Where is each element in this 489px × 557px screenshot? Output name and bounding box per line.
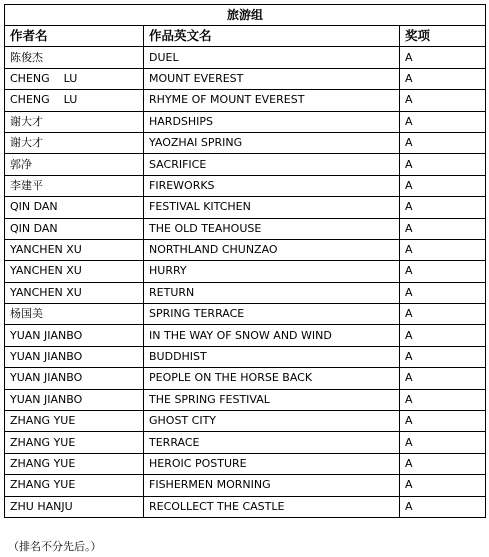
- cell-award: A: [400, 411, 486, 432]
- table-row: [5, 325, 486, 346]
- cell-work-title: IN THE WAY OF SNOW AND WIND: [144, 325, 400, 346]
- table-row: [5, 432, 486, 453]
- table-row: [5, 175, 486, 196]
- cell-author: YANCHEN XU: [5, 261, 144, 282]
- cell-award: A: [400, 368, 486, 389]
- cell-work-title: FISHERMEN MORNING: [144, 475, 400, 496]
- cell-author: YANCHEN XU: [5, 282, 144, 303]
- header-award: 奖项: [400, 26, 486, 47]
- header-author: 作者名: [5, 26, 144, 47]
- cell-author: YUAN JIANBO: [5, 325, 144, 346]
- cell-award: A: [400, 154, 486, 175]
- cell-author: 陈俊杰: [5, 47, 144, 68]
- cell-award: A: [400, 175, 486, 196]
- cell-award: A: [400, 90, 486, 111]
- cell-award: A: [400, 111, 486, 132]
- cell-author: ZHANG YUE: [5, 411, 144, 432]
- table-row: [5, 453, 486, 474]
- cell-author: CHENG LU: [5, 68, 144, 89]
- cell-work-title: HEROIC POSTURE: [144, 453, 400, 474]
- cell-author: 郭净: [5, 154, 144, 175]
- cell-work-title: NORTHLAND CHUNZAO: [144, 239, 400, 260]
- cell-award: A: [400, 389, 486, 410]
- cell-work-title: GHOST CITY: [144, 411, 400, 432]
- table-row: [5, 346, 486, 367]
- table-row: [5, 197, 486, 218]
- cell-award: A: [400, 432, 486, 453]
- awards-table: [4, 4, 486, 518]
- cell-award: A: [400, 304, 486, 325]
- table-row: [5, 154, 486, 175]
- cell-award: A: [400, 261, 486, 282]
- table-row: [5, 218, 486, 239]
- cell-award: A: [400, 132, 486, 153]
- cell-award: A: [400, 68, 486, 89]
- cell-author: 谢大才: [5, 132, 144, 153]
- cell-work-title: PEOPLE ON THE HORSE BACK: [144, 368, 400, 389]
- cell-author: ZHU HANJU: [5, 496, 144, 517]
- cell-work-title: RHYME OF MOUNT EVEREST: [144, 90, 400, 111]
- cell-award: A: [400, 239, 486, 260]
- cell-award: A: [400, 282, 486, 303]
- cell-work-title: SACRIFICE: [144, 154, 400, 175]
- cell-work-title: THE SPRING FESTIVAL: [144, 389, 400, 410]
- header-work-title: 作品英文名: [144, 26, 400, 47]
- cell-work-title: FIREWORKS: [144, 175, 400, 196]
- cell-award: A: [400, 47, 486, 68]
- header-row: [5, 26, 486, 47]
- table-row: [5, 47, 486, 68]
- cell-work-title: RECOLLECT THE CASTLE: [144, 496, 400, 517]
- table-row: [5, 261, 486, 282]
- cell-author: QIN DAN: [5, 197, 144, 218]
- table-body: [5, 5, 486, 518]
- table-row: [5, 239, 486, 260]
- cell-author: QIN DAN: [5, 218, 144, 239]
- table-row: [5, 111, 486, 132]
- cell-work-title: HURRY: [144, 261, 400, 282]
- cell-author: YUAN JIANBO: [5, 368, 144, 389]
- cell-award: A: [400, 496, 486, 517]
- cell-author: 李建平: [5, 175, 144, 196]
- table-row: [5, 90, 486, 111]
- cell-author: YUAN JIANBO: [5, 389, 144, 410]
- cell-author: ZHANG YUE: [5, 475, 144, 496]
- table-row: [5, 304, 486, 325]
- cell-award: A: [400, 453, 486, 474]
- cell-award: A: [400, 218, 486, 239]
- cell-author: CHENG LU: [5, 90, 144, 111]
- cell-author: ZHANG YUE: [5, 432, 144, 453]
- table-row: [5, 411, 486, 432]
- cell-author: 杨国美: [5, 304, 144, 325]
- cell-author: YANCHEN XU: [5, 239, 144, 260]
- title-row: [5, 5, 486, 26]
- table-row: [5, 368, 486, 389]
- cell-author: YUAN JIANBO: [5, 346, 144, 367]
- cell-work-title: MOUNT EVEREST: [144, 68, 400, 89]
- table-row: [5, 132, 486, 153]
- table-row: [5, 68, 486, 89]
- cell-work-title: HARDSHIPS: [144, 111, 400, 132]
- cell-work-title: DUEL: [144, 47, 400, 68]
- cell-award: A: [400, 197, 486, 218]
- cell-award: A: [400, 346, 486, 367]
- table-row: [5, 389, 486, 410]
- cell-work-title: FESTIVAL KITCHEN: [144, 197, 400, 218]
- table-row: [5, 496, 486, 517]
- cell-work-title: THE OLD TEAHOUSE: [144, 218, 400, 239]
- cell-award: A: [400, 475, 486, 496]
- cell-work-title: TERRACE: [144, 432, 400, 453]
- table-row: [5, 475, 486, 496]
- cell-author: 谢大才: [5, 111, 144, 132]
- cell-work-title: YAOZHAI SPRING: [144, 132, 400, 153]
- cell-work-title: RETURN: [144, 282, 400, 303]
- cell-author: ZHANG YUE: [5, 453, 144, 474]
- cell-work-title: SPRING TERRACE: [144, 304, 400, 325]
- cell-work-title: BUDDHIST: [144, 346, 400, 367]
- cell-award: A: [400, 325, 486, 346]
- footnote: （排名不分先后。）: [8, 540, 102, 553]
- table-row: [5, 282, 486, 303]
- table-title: 旅游组: [5, 5, 486, 26]
